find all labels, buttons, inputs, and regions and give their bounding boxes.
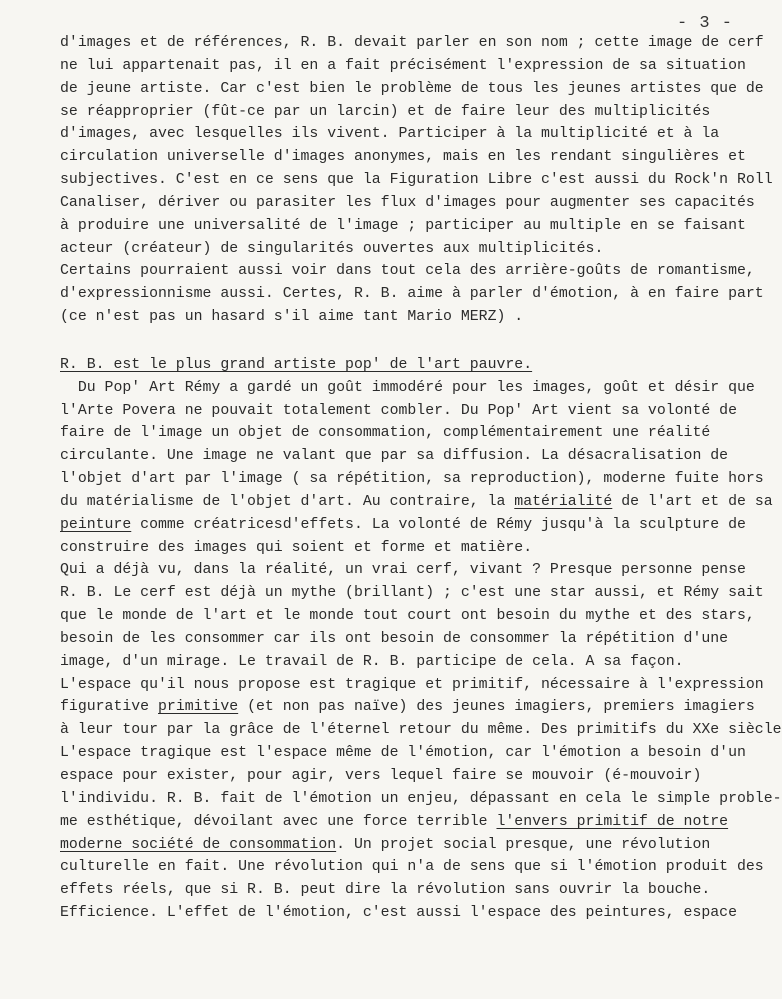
text-line [60, 55, 782, 78]
text-line [60, 902, 782, 925]
underlined-phrase: matérialité [514, 493, 613, 510]
text-line [60, 215, 782, 238]
text-segment: Certains pourraient aussi voir dans tout cela des arrière-goûts de romantisme, [60, 263, 755, 280]
text-line [60, 377, 782, 400]
text-segment: Canaliser, dériver ou parasiter les flux d'images pour augmenter ses capacités [60, 194, 755, 211]
text-segment: culturelle en fait. Une révolution qui n'a de sens que si l'émotion produit des [60, 859, 764, 876]
text-line [60, 537, 782, 560]
text-line [60, 788, 782, 811]
text-segment: figurative [60, 699, 158, 716]
body-text [60, 32, 782, 925]
text-line [60, 879, 782, 902]
text-line [60, 238, 782, 261]
text-segment: du matérialisme de l'objet d'art. Au contraire, la [60, 493, 515, 510]
page-number: - 3 - [677, 14, 734, 33]
text-line [60, 329, 782, 352]
text-segment: L'espace tragique est l'espace même de l'émotion, car l'émotion a besoin d'un [60, 745, 746, 762]
text-segment: me esthétique, dévoilant avec une force terrible [60, 813, 497, 830]
text-line [60, 559, 782, 582]
text-line [60, 306, 782, 329]
text-segment: L'espace qu'il nous propose est tragique et primitif, nécessaire à l'expression [60, 676, 764, 693]
text-line [60, 169, 782, 192]
underlined-phrase: moderne société de consommation [60, 836, 337, 853]
text-segment: besoin de les consommer car ils ont besoin de consommer la répétition d'une [60, 630, 729, 647]
text-line [60, 628, 782, 651]
text-segment: (ce n'est pas un hasard s'il aime tant Mario MERZ) . [60, 309, 524, 326]
text-line [60, 491, 782, 514]
text-line [60, 605, 782, 628]
text-line [60, 283, 782, 306]
text-line [60, 856, 782, 879]
underlined-phrase: peinture [60, 516, 132, 533]
text-segment: de jeune artiste. Car c'est bien le problème de tous les jeunes artistes que de [60, 80, 764, 97]
text-segment: R. B. Le cerf est déjà un mythe (brillant) ; c'est une star aussi, et Rémy sait [60, 585, 764, 602]
text-segment: espace pour exister, pour agir, vers lequel faire se mouvoir (é-mouvoir) [60, 768, 702, 784]
text-line [60, 834, 782, 857]
text-segment: acteur (créateur) de singularités ouvertes aux multiplicités. [60, 240, 604, 257]
text-line [60, 445, 782, 468]
text-line [60, 719, 782, 742]
text-segment: Du Pop' Art Rémy a gardé un goût immodéré pour les images, goût et désir que [60, 379, 755, 396]
text-line [60, 696, 782, 719]
text-line [60, 651, 782, 674]
text-line [60, 400, 782, 423]
text-line [60, 354, 782, 377]
text-segment: (et non pas naïve) des jeunes imagiers, premiers imagiers [238, 699, 755, 716]
underlined-phrase: primitive [158, 699, 239, 716]
text-segment: à produire une universalité de l'image ; participer au multiple en se faisant [60, 217, 746, 234]
text-line [60, 742, 782, 765]
text-line [60, 674, 782, 697]
text-line [60, 811, 782, 834]
text-line [60, 32, 782, 55]
text-segment: l'individu. R. B. fait de l'émotion un enjeu, dépassant en cela le simple proble- [60, 790, 782, 807]
text-segment: faire de l'image un objet de consommation, complémentairement une réalité [60, 425, 711, 442]
text-segment: comme créatricesd'effets. La volonté de Rémy jusqu'à la sculpture de [131, 516, 746, 533]
text-segment: d'expressionnisme aussi. Certes, R. B. aime à parler d'émotion, à en faire part [60, 286, 764, 303]
text-line [60, 192, 782, 215]
text-segment: subjectives. C'est en ce sens que la Figuration Libre c'est aussi du Rock'n Roll [60, 172, 773, 189]
text-line [60, 422, 782, 445]
text-segment: d'images et de références, R. B. devait parler en son nom ; cette image de cerf [60, 35, 764, 51]
text-segment: image, d'un mirage. Le travail de R. B. participe de cela. A sa façon. [60, 653, 684, 670]
text-segment: se réapproprier (fût-ce par un larcin) et de faire leur des multiplicités [60, 103, 711, 120]
text-segment: ne lui appartenait pas, il en a fait précisément l'expression de sa situation [60, 57, 746, 74]
text-line [60, 468, 782, 491]
text-segment: d'images, avec lesquelles ils vivent. Participer à la multiplicité et à la [60, 126, 720, 143]
text-segment: l'Arte Povera ne pouvait totalement combler. Du Pop' Art vient sa volonté de [60, 402, 737, 419]
text-line [60, 78, 782, 101]
text-line [60, 765, 782, 788]
text-segment: construire des images qui soient et forme et matière. [60, 539, 533, 556]
text-segment: effets réels, que si R. B. peut dire la révolution sans ouvrir la bouche. [60, 882, 711, 899]
text-segment: . Un projet social presque, une révolution [336, 836, 711, 853]
text-line [60, 101, 782, 124]
text-line [60, 123, 782, 146]
underlined-phrase: l'envers primitif de notre [496, 813, 729, 830]
text-segment: Qui a déjà vu, dans la réalité, un vrai cerf, vivant ? Presque personne pense [60, 562, 746, 579]
text-segment: que le monde de l'art et le monde tout court ont besoin du mythe et des stars, [60, 608, 755, 625]
text-segment: l'objet d'art par l'image ( sa répétition, sa reproduction), moderne fuite hors [60, 471, 764, 488]
text-line [60, 582, 782, 605]
text-segment: à leur tour par la grâce de l'éternel retour du même. Des primitifs du XXe siècle [60, 722, 782, 739]
underlined-phrase: R. B. est le plus grand artiste pop' de l'art pauvre. [60, 356, 533, 373]
text-line [60, 260, 782, 283]
text-segment: de l'art et de sa [612, 493, 773, 510]
text-line [60, 146, 782, 169]
text-segment: circulation universelle d'images anonymes, mais en les rendant singulières et [60, 149, 746, 166]
text-segment: Efficience. L'effet de l'émotion, c'est aussi l'espace des peintures, espace [60, 905, 737, 922]
text-line [60, 514, 782, 537]
text-segment: circulante. Une image ne valant que par sa diffusion. La désacralisation de [60, 448, 729, 465]
